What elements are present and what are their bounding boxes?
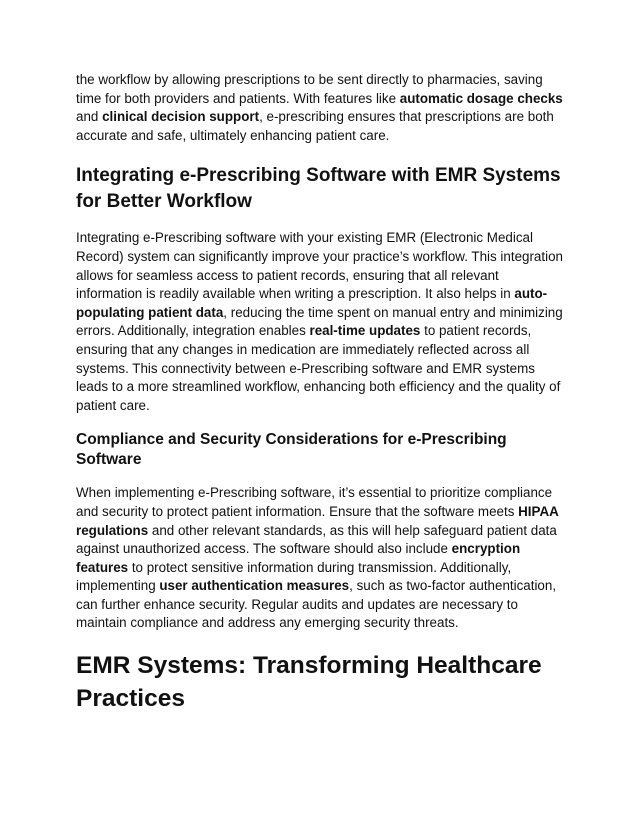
intro-bold-1: automatic dosage checks	[399, 90, 563, 106]
section1-text-3: to patient records, ensuring that any changes in medication are immediately reflected across all systems. This connectivity between e-Prescribing software and EMR systems leads to a more streamlined workflow, enhancing both efficiency and the quality of patient care.	[76, 323, 561, 413]
section2-text-1: When implementing e-Prescribing software, it’s essential to prioritize compliance and security to protect patient information. Ensure that the software meets	[76, 485, 553, 519]
section3-heading: EMR Systems: Transforming Healthcare Practices	[76, 652, 542, 713]
section2-bold-1: HIPAA regulations	[76, 503, 559, 538]
section2-text-4: , such as two-factor authentication, can further enhance security. Regular audits and updates are necessary to maintain compliance and address any emerging security threats.	[76, 578, 557, 631]
section1-paragraph	[76, 229, 566, 415]
section2-paragraph	[76, 484, 566, 633]
section2-bold-3: user authentication measures	[159, 578, 350, 594]
section1-bold-2: real-time updates	[309, 323, 421, 339]
section1-text-2: , reducing the time spent on manual entry and minimizing errors. Additionally, integration enables	[76, 304, 563, 339]
intro-text-2: and	[76, 109, 103, 125]
section1-heading: Integrating e-Prescribing Software with EMR Systems for Better Workflow	[76, 165, 561, 213]
intro-paragraph	[76, 71, 566, 145]
section2-text-2: and other relevant standards, as this will help safeguard patient data against unauthorized access. The software should also include	[76, 522, 557, 557]
section2-heading: Compliance and Security Considerations for e-Prescribing Software	[76, 431, 507, 469]
section1-text-1: Integrating e-Prescribing software with your existing EMR (Electronic Medical Record) system can significantly improve your practice’s workflow. This integration allows for seamless access to patient records, ensuring that all relevant information is readily available when writing a prescription. It also helps in	[76, 230, 563, 302]
document-page	[76, 66, 566, 715]
section2-bold-2: encryption features	[76, 541, 521, 575]
section2-text-3: to protect sensitive information during transmission. Additionally, implementing	[76, 559, 512, 594]
section1-bold-1: auto-populating patient data	[76, 286, 548, 320]
intro-text-1: the workflow by allowing prescriptions to be sent directly to pharmacies, saving time for both providers and patients. With features like	[76, 72, 543, 106]
intro-text-3: , e-prescribing ensures that prescriptions are both accurate and safe, ultimately enhancing patient care.	[76, 109, 554, 143]
intro-bold-2: clinical decision support	[102, 109, 260, 125]
